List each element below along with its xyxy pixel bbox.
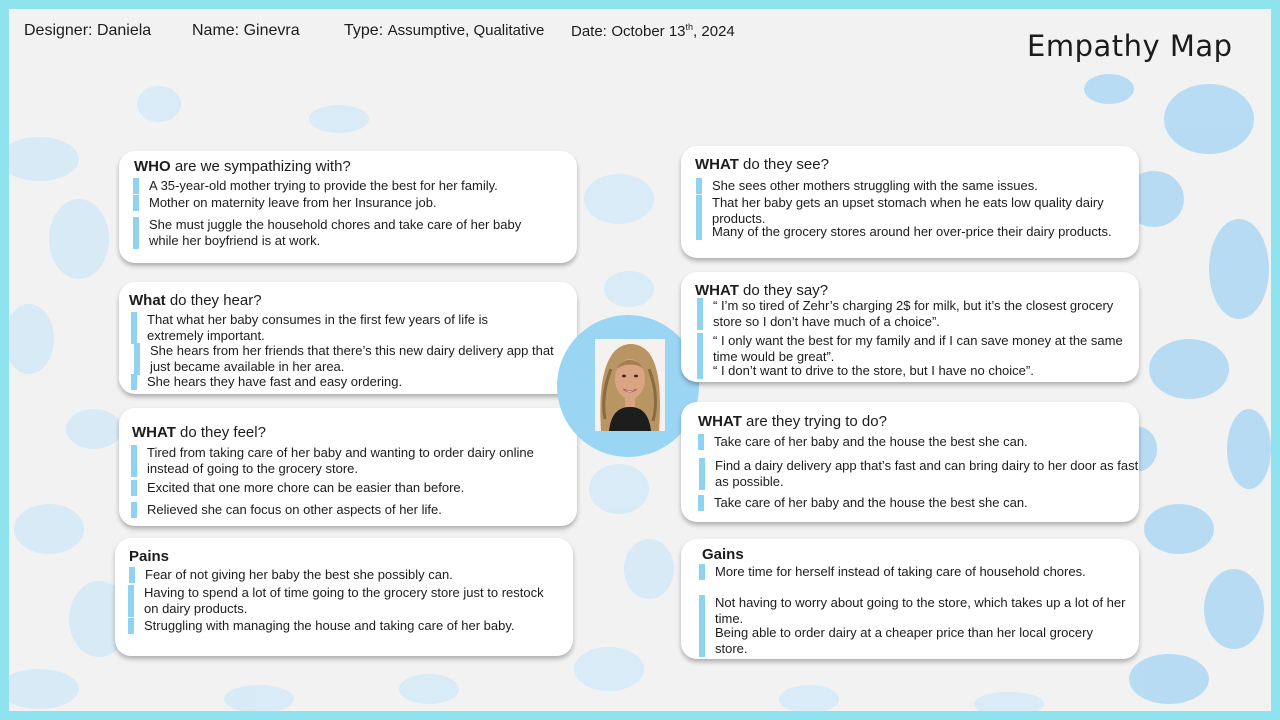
date-value: October 13th, 2024 — [611, 22, 735, 40]
feel-item: Tired from taking care of her baby and wanting to order dairy online instead of going to the grocery store. — [131, 445, 567, 477]
do-title: WHAT are they trying to do? — [698, 413, 887, 430]
pains-item: Fear of not giving her baby the best she possibly can. — [129, 567, 565, 583]
do-item: Take care of her baby and the house the best she can. — [698, 434, 1134, 450]
gains-item: Not having to worry about going to the store, which takes up a lot of her time. — [699, 595, 1140, 627]
see-item: Many of the grocery stores around her over-price their dairy products. — [696, 224, 1127, 240]
say-item: “ I don’t want to drive to the store, but I have no choice”. — [697, 363, 1133, 379]
feel-item: Relieved she can focus on other aspects of her life. — [131, 502, 567, 518]
gains-title: Gains — [702, 546, 744, 563]
type-value: Assumptive, Qualitative — [387, 22, 545, 39]
say-item: “ I’m so tired of Zehr’s charging 2$ for milk, but it’s the closest grocery store so I don’t have much of a choice”. — [697, 298, 1133, 330]
hear-title: What do they hear? — [129, 292, 262, 309]
hear-item: She hears from her friends that there’s this new dairy delivery app that just became available in her area. — [134, 343, 565, 375]
designer-value: Daniela — [96, 22, 152, 39]
who-item: She must juggle the household chores and take care of her baby while her boyfriend is at work. — [133, 217, 549, 249]
feel-item: Excited that one more chore can be easier than before. — [131, 480, 567, 496]
pains-item: Having to spend a lot of time going to the grocery store just to restock on dairy products. — [128, 585, 559, 617]
user-portrait-icon — [595, 339, 665, 431]
hear-item: She hears they have fast and easy ordering. — [131, 374, 547, 390]
feel-title: WHAT do they feel? — [132, 424, 266, 441]
type-field: Type: Assumptive, Qualitative — [344, 22, 545, 39]
name-value: Ginevra — [243, 22, 300, 39]
say-item: “ I only want the best for my family and if I can save money at the same time would be great”. — [697, 333, 1133, 365]
name-field: Name: Ginevra — [192, 22, 300, 39]
see-item: That her baby gets an upset stomach when he eats low quality dairy products. — [696, 195, 1137, 227]
say-title: WHAT do they say? — [695, 282, 829, 299]
page-title: Empathy Map — [1027, 29, 1233, 63]
do-item: Take care of her baby and the house the best she can. — [698, 495, 1134, 511]
see-item: She sees other mothers struggling with the same issues. — [696, 178, 1132, 194]
do-item: Find a dairy delivery app that’s fast and can bring dairy to her door as fast as possible. — [699, 458, 1140, 490]
pains-item: Struggling with managing the house and taking care of her baby. — [128, 618, 544, 634]
pains-title: Pains — [129, 548, 170, 565]
see-title: WHAT do they see? — [695, 156, 829, 173]
who-item: Mother on maternity leave from her Insurance job. — [133, 195, 569, 211]
hear-item: That what her baby consumes in the first few years of life is extremely important. — [131, 312, 547, 344]
gains-item: More time for herself instead of taking care of household chores. — [699, 564, 1115, 580]
who-item: A 35-year-old mother trying to provide the best for her family. — [133, 178, 569, 194]
empathy-map-slide — [9, 9, 1271, 711]
gains-item: Being able to order dairy at a cheaper price than her local grocery store. — [699, 625, 1115, 657]
designer-field: Designer: Daniela — [24, 22, 152, 39]
who-title: WHO are we sympathizing with? — [134, 158, 351, 175]
date-field: Date: October 13th, 2024 — [571, 22, 735, 40]
